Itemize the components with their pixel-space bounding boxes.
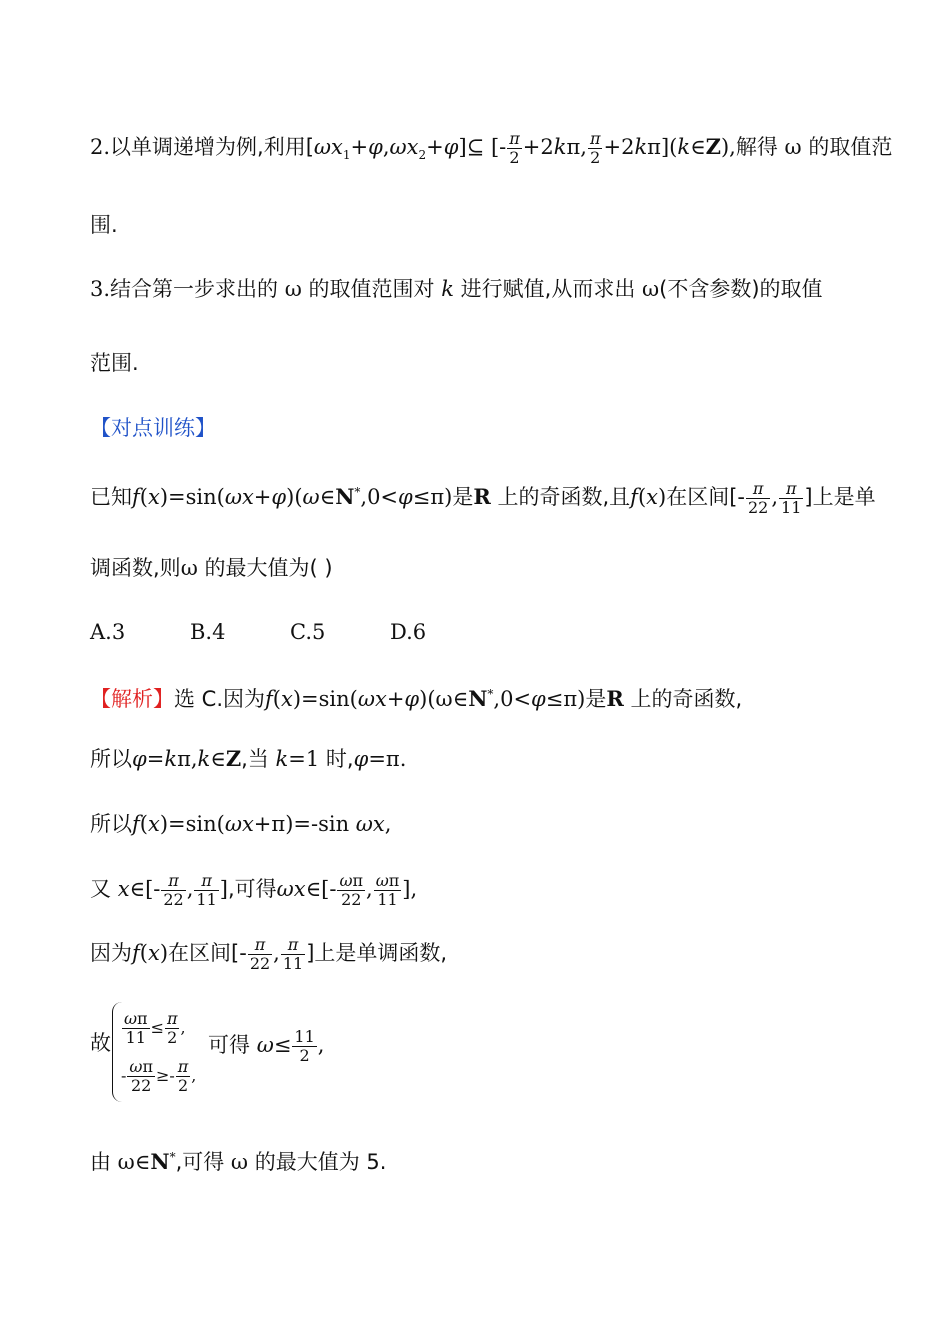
fraction: $\frac{11}{2}$ bbox=[294, 1027, 315, 1065]
solution-line-6-label: 故 bbox=[90, 1031, 111, 1055]
fraction: $\frac{\pi}{22}$ bbox=[747, 479, 769, 517]
option-a: A.3 bbox=[90, 620, 126, 644]
step3-line: 3.结合第一步求出的 ω 的取值范围对 k 进行赋值,从而求出 ω(不含参数)的取值 bbox=[90, 277, 823, 301]
solution-line-3: 所以f(x)=sin(ωx+π)=-sin ωx, bbox=[90, 812, 392, 836]
fraction: $\frac{\omega\pi}{11}$ bbox=[124, 1009, 148, 1047]
fraction: $\frac{\omega\pi}{11}$ bbox=[375, 871, 400, 909]
fraction: $\frac{\pi}{2}$ bbox=[589, 129, 601, 167]
practice-question: 已知f(x)=sin(ωx+φ)(ω∈N*,0<φ≤π)是R 上的奇函数,且f(x)在区间[- $\frac{\pi}{22}$ , $\frac{\pi}{11}$ ]上是单 bbox=[90, 479, 876, 517]
fraction: $\frac{\pi}{22}$ bbox=[249, 935, 271, 973]
option-c: C.5 bbox=[290, 620, 326, 644]
solution-line-1: 【解析】选 C.因为f(x)=sin(ωx+φ)(ω∈N*,0<φ≤π)是R 上的奇函数, bbox=[90, 686, 743, 711]
step2-wrap: 围. bbox=[90, 213, 118, 237]
fraction: $\frac{\pi}{11}$ bbox=[282, 935, 304, 973]
step3-wrap: 范围. bbox=[90, 351, 139, 375]
fraction: $\frac{\omega\pi}{22}$ bbox=[129, 1057, 153, 1095]
option-d: D.6 bbox=[390, 620, 427, 644]
solution-line-5: 因为f(x)在区间[- $\frac{\pi}{22}$ , $\frac{\pi}{11}$ ]上是单调函数, bbox=[90, 935, 448, 973]
inequality-row-1: $\frac{\omega\pi}{11}$ ≤ $\frac{\pi}{2}$ , bbox=[124, 1009, 186, 1047]
answer-options bbox=[90, 617, 490, 647]
option-b: B.4 bbox=[190, 620, 226, 644]
solution-line-2: 所以φ=kπ,k∈Z,当 k=1 时,φ=π. bbox=[90, 746, 407, 771]
solution-line-4: 又 x∈[- $\frac{\pi}{22}$ , $\frac{\pi}{11}$ ],可得ωx∈[- $\frac{\omega\pi}{22}$ , $\frac{\omega\pi}{11}$ ], bbox=[90, 871, 418, 909]
inequality-system bbox=[112, 1002, 223, 1102]
fraction: $\frac{\pi}{11}$ bbox=[781, 479, 802, 517]
solution-heading: 【解析】 bbox=[90, 687, 174, 711]
fraction: $\frac{\pi}{2}$ bbox=[166, 1009, 178, 1047]
step2-line: 2.以单调递增为例,利用$[\omega x_1+\varphi,\omega x_2+\varphi]⊆$ [- $\frac{\pi}{2}$ +2kπ, $\frac{\pi}{2}$ +2kπ](k∈Z),解得 ω 的取值范 bbox=[90, 129, 893, 167]
solution-line-7: 由 ω∈N*,可得 ω 的最大值为 5. bbox=[90, 1149, 387, 1174]
practice-question-wrap: 调函数,则ω 的最大值为( ) bbox=[90, 556, 333, 580]
fraction: $\frac{\pi}{22}$ bbox=[163, 871, 184, 909]
practice-heading: 【对点训练】 bbox=[90, 416, 216, 440]
inequality-row-2: - $\frac{\omega\pi}{22}$ ≥- $\frac{\pi}{2}$ , bbox=[121, 1057, 197, 1095]
fraction: $\frac{\pi}{2}$ bbox=[177, 1057, 189, 1095]
solution-line-6-result: 可得 ω≤ $\frac{11}{2}$ , bbox=[208, 1027, 325, 1065]
fraction: $\frac{\pi}{11}$ bbox=[196, 871, 217, 909]
fraction: $\frac{\omega\pi}{22}$ bbox=[339, 871, 364, 909]
fraction: $\frac{\pi}{2}$ bbox=[509, 129, 520, 167]
